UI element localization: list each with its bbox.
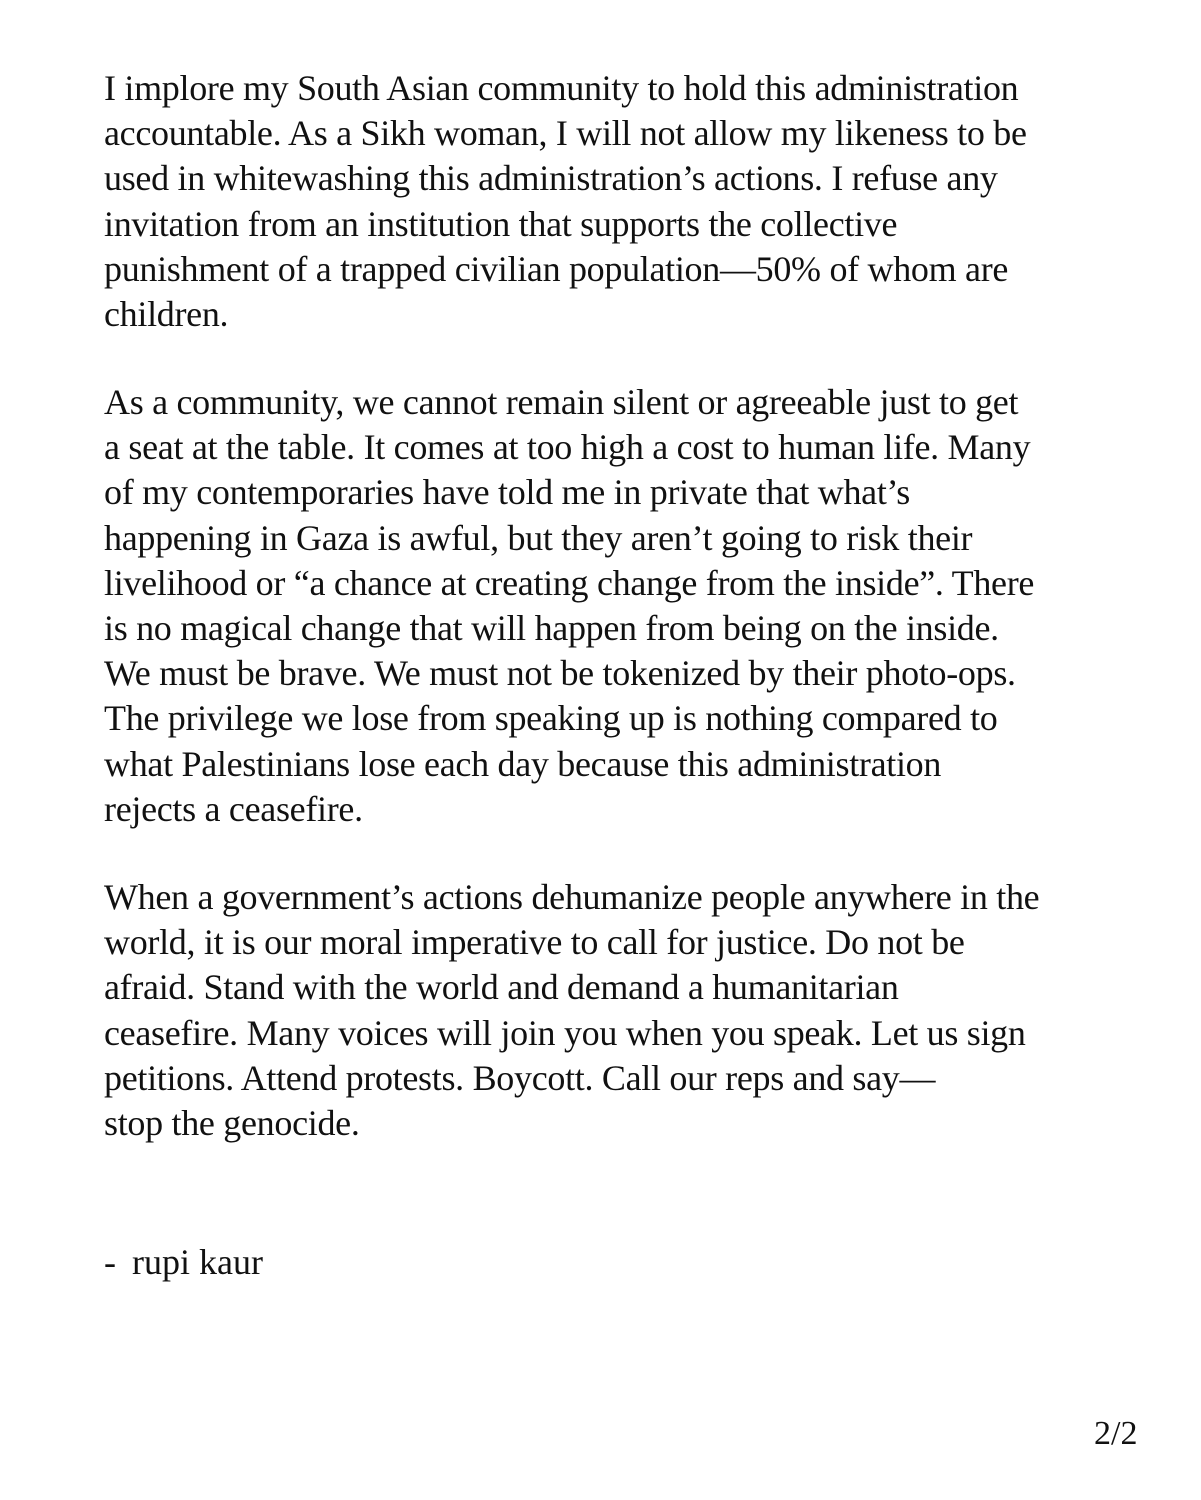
text-line: punishment of a trapped civilian population—50% of whom are	[104, 248, 1009, 289]
text-line: stop the genocide.	[104, 1103, 360, 1144]
text-line: As a community, we cannot remain silent or agreeable just to get	[104, 382, 1019, 422]
text-line: I implore my South Asian community to hold this administration	[104, 68, 1019, 108]
text-line: When a government’s actions dehumanize people anywhere in the	[104, 877, 1040, 917]
text-line: world, it is our moral imperative to call for justice. Do not be	[104, 922, 965, 963]
text-line: ceasefire. Many voices will join you when you speak. Let us sign	[104, 1012, 1026, 1053]
text-line: of my contemporaries have told me in private that what’s	[104, 472, 910, 513]
text-line: a seat at the table. It comes at too high a cost to human life. Many	[104, 427, 1031, 468]
text-line: is no magical change that will happen from being on the inside.	[104, 608, 999, 649]
text-line: petitions. Attend protests. Boycott. Call our reps and say—	[104, 1057, 936, 1098]
text-line: used in whitewashing this administration’s actions. I refuse any	[104, 158, 998, 199]
text-line: happening in Gaza is awful, but they aren’t going to risk their	[104, 517, 973, 558]
signature	[104, 1240, 263, 1285]
signature-dash: -	[104, 1242, 116, 1282]
text-line: afraid. Stand with the world and demand a humanitarian	[104, 967, 899, 1008]
text-line: children.	[104, 294, 229, 335]
text-line: We must be brave. We must not be tokenized by their photo-ops.	[104, 653, 1016, 694]
text-line: rejects a ceasefire.	[104, 788, 363, 829]
page-number: 2/2	[1094, 1415, 1138, 1452]
text-line: accountable. As a Sikh woman, I will not allow my likeness to be	[104, 113, 1027, 154]
paragraph-1	[104, 66, 1114, 337]
text-line: what Palestinians lose each day because this administration	[104, 743, 942, 784]
paragraph-2	[104, 380, 1114, 832]
paragraph-3	[104, 875, 1114, 1146]
text-line: The privilege we lose from speaking up is nothing compared to	[104, 698, 998, 739]
author-name: rupi kaur	[132, 1242, 263, 1282]
text-line: livelihood or “a chance at creating change from the inside”. There	[104, 562, 1035, 603]
text-line: invitation from an institution that supports the collective	[104, 203, 898, 244]
